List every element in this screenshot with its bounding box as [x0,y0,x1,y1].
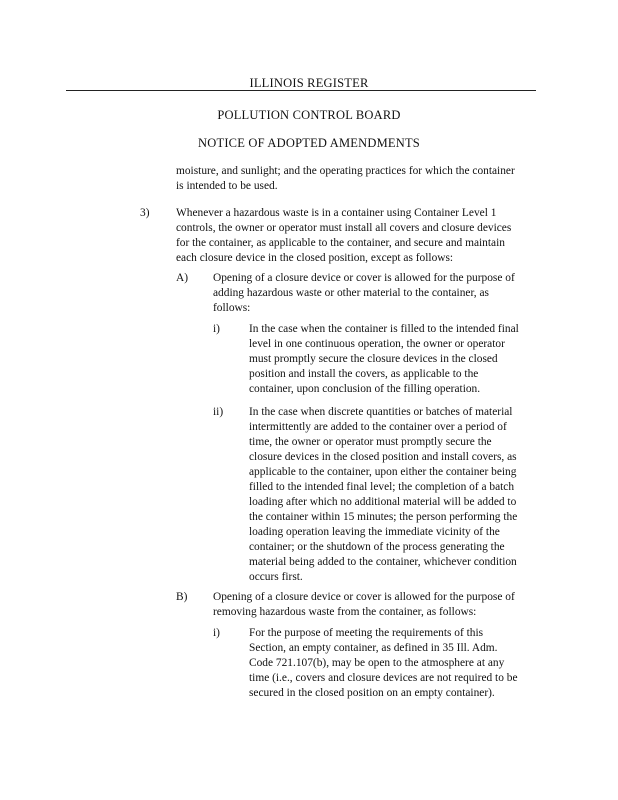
text-line: In the case when the container is filled to the intended final [249,323,519,335]
text-line: closure devices in the closed position and install covers, as [249,451,517,463]
text-line: time (i.e., covers and closure devices are not required to be [249,672,518,684]
register-title: ILLINOIS REGISTER [249,76,369,90]
text-line: level in one continuous operation, the owner or operator [249,338,505,350]
item-label: ii) [213,406,224,418]
text-line: each closure device in the closed position, except as follows: [176,252,454,264]
text-line: adding hazardous waste or other material to the container, as [213,287,489,299]
item-label: i) [213,627,220,639]
text-line: intermittently are added to the container over a period of [249,421,507,433]
text-line: Whenever a hazardous waste is in a container using Container Level 1 [176,207,497,219]
text-line: Opening of a closure device or cover is allowed for the purpose of [213,591,515,603]
text-line: In the case when discrete quantities or batches of material [249,406,513,418]
item-label: 3) [140,207,150,219]
text-line: moisture, and sunlight; and the operating practices for which the container [176,165,515,177]
text-line: loading after which no additional material will be added to [249,496,517,508]
text-line: For the purpose of meeting the requirements of this [249,627,484,639]
header-rule [66,90,536,91]
text-line: occurs first. [249,571,303,583]
text-line: applicable to the container, upon either the container being [249,466,517,478]
text-line: controls, the owner or operator must install all covers and closure devices [176,222,512,234]
text-line: is intended to be used. [176,180,278,192]
text-line: the container within 15 minutes; the person performing the [249,511,518,523]
text-line: loading operation leaving the immediate vicinity of the [249,526,500,538]
item-label: i) [213,323,220,335]
notice-title: NOTICE OF ADOPTED AMENDMENTS [198,136,420,150]
item-label: B) [176,591,188,603]
text-line: material being added to the container, whichever condition [249,556,517,568]
text-line: filled to the intended final level; the completion of a batch [249,481,515,493]
text-line: Section, an empty container, as defined in 35 Ill. Adm. [249,642,498,654]
text-line: Code 721.107(b), may be open to the atmosphere at any [249,657,505,669]
text-line: position and install the covers, as applicable to the [249,368,479,380]
board-name: POLLUTION CONTROL BOARD [217,108,401,122]
text-line: time, the owner or operator must promptly secure the [249,436,492,448]
text-line: Opening of a closure device or cover is allowed for the purpose of [213,272,515,284]
text-line: container; or the shutdown of the process generating the [249,541,505,553]
text-line: for the container, as applicable to the container, and secure and maintain [176,237,505,249]
text-line: removing hazardous waste from the container, as follows: [213,606,477,618]
text-line: must promptly secure the closure devices in the closed [249,353,498,365]
text-line: secured in the closed position on an empty container). [249,687,495,699]
text-line: follows: [213,302,251,314]
item-label: A) [176,272,189,284]
text-line: container, upon conclusion of the filling operation. [249,383,481,395]
